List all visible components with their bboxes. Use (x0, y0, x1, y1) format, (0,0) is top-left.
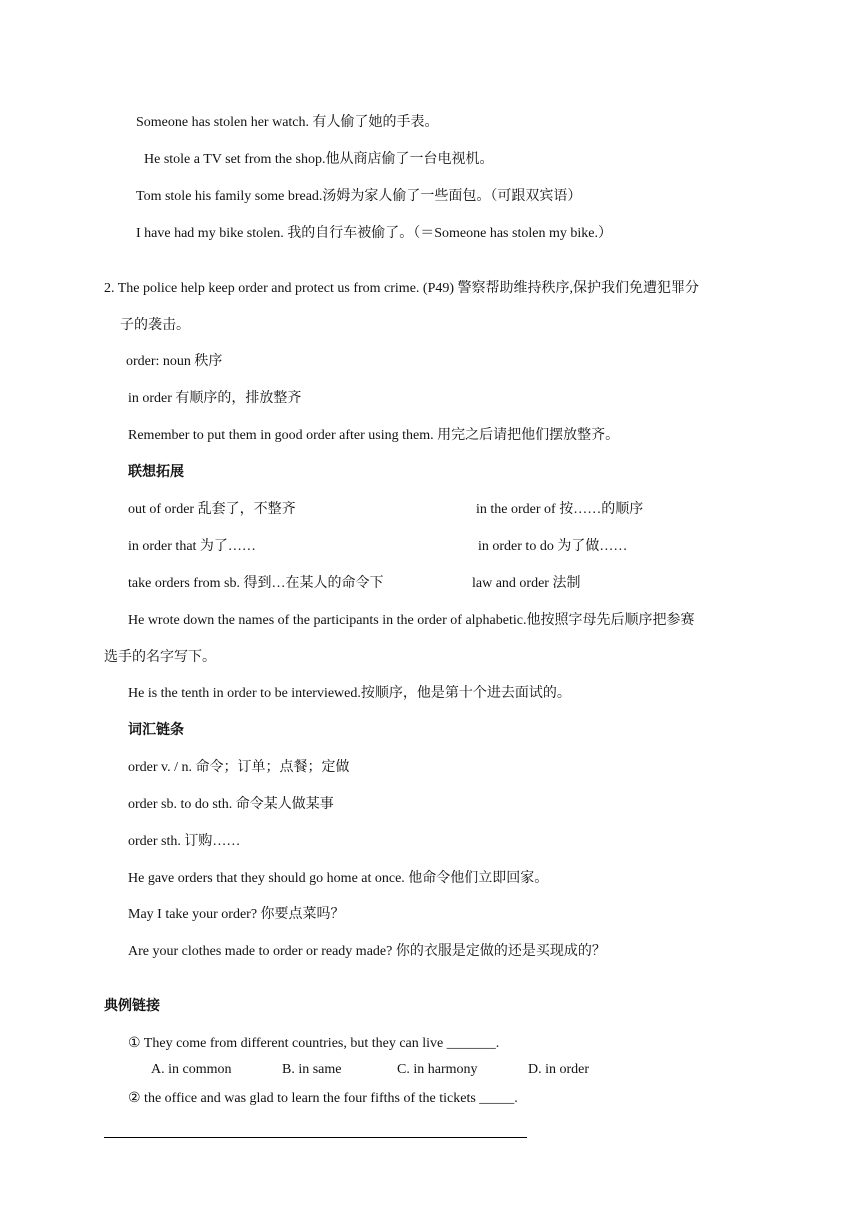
question-1: ① They come from different countries, but they can live _______. (128, 1036, 500, 1051)
example-sentence-continued: 选手的名字写下。 (104, 650, 216, 665)
item-2-heading-continued: 子的袭击。 (120, 318, 190, 333)
example-sentence: He is the tenth in order to be interviewed.按顺序，他是第十个进去面试的。 (128, 686, 571, 701)
option-b: B. in same (282, 1062, 342, 1077)
expand-title: 联想拓展 (128, 465, 184, 480)
phrase: in order that 为了…… (128, 539, 256, 554)
phrase: in order to do 为了做…… (478, 539, 628, 554)
example-sentence: I have had my bike stolen. 我的自行车被偷了。（＝Someone has stolen my bike.） (136, 226, 612, 241)
example-sentence: Tom stole his family some bread.汤姆为家人偷了一些面包。（可跟双宾语） (136, 189, 582, 204)
vocab-item: order v. / n. 命令；订单；点餐；定做 (128, 760, 350, 775)
vocab-item: order sth. 订购…… (128, 834, 241, 849)
example-sentence: Someone has stolen her watch. 有人偷了她的手表。 (136, 115, 439, 130)
item-2-heading: 2. The police help keep order and protect us from crime. (P49) 警察帮助维持秩序,保护我们免遭犯罪分 (104, 281, 700, 296)
vocab-item: order sb. to do sth. 命令某人做某事 (128, 797, 334, 812)
vocab-item: Are your clothes made to order or ready made? 你的衣服是定做的还是买现成的？ (128, 944, 606, 959)
phrase: in the order of 按……的顺序 (476, 502, 644, 517)
phrase: out of order 乱套了，不整齐 (128, 502, 296, 517)
example-sentence: Remember to put them in good order after using them. 用完之后请把他们摆放整齐。 (128, 428, 620, 443)
option-d: D. in order (528, 1062, 590, 1077)
footer-divider (104, 1137, 527, 1138)
vocab-item: May I take your order? 你要点菜吗？ (128, 907, 345, 922)
vocab-title: 词汇链条 (128, 723, 184, 738)
phrase: take orders from sb. 得到…在某人的命令下 (128, 576, 384, 591)
example-sentence: He wrote down the names of the participants in the order of alphabetic.他按照字母先后顺序把参赛 (128, 613, 695, 628)
examples-link-title: 典例链接 (104, 999, 160, 1014)
vocab-item: He gave orders that they should go home at once. 他命令他们立即回家。 (128, 871, 549, 886)
option-c: C. in harmony (397, 1062, 478, 1077)
phrase: law and order 法制 (472, 576, 581, 591)
option-a: A. in common (151, 1062, 232, 1077)
question-2: ② the office and was glad to learn the four fifths of the tickets _____. (128, 1091, 518, 1106)
definition: order: noun 秩序 (126, 354, 223, 369)
example-sentence: He stole a TV set from the shop.他从商店偷了一台电视机。 (144, 152, 494, 167)
phrase-in-order: in order 有顺序的，排放整齐 (128, 391, 302, 406)
